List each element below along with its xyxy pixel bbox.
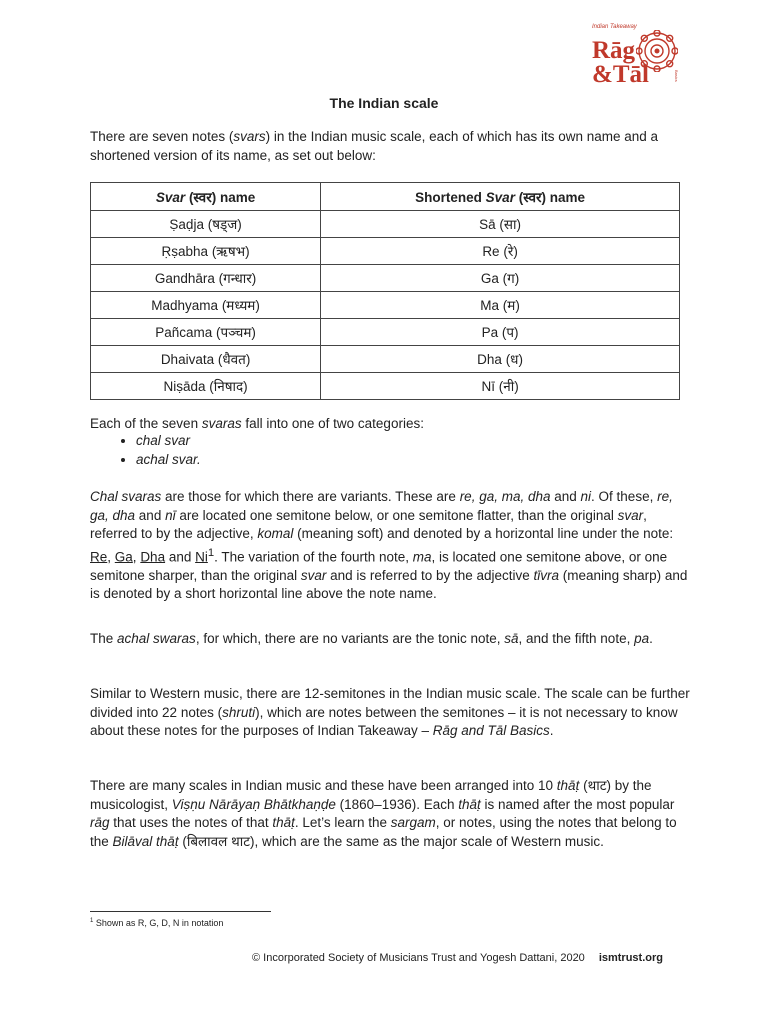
svar-table (90, 182, 680, 400)
page-footer (252, 952, 663, 964)
footnote: $^1$ Shown as R, G, D, N in notation (90, 918, 224, 928)
mandala-icon (636, 30, 678, 72)
footnote-divider (90, 911, 271, 912)
site-link[interactable]: ismtrust.org (598, 952, 663, 964)
table-row (91, 319, 680, 346)
logo-side-text: Basics (674, 70, 679, 82)
table-row (91, 373, 680, 400)
svar-short-cell: Pa (प) (321, 319, 680, 346)
svar-short-cell: Nī (नी) (321, 373, 680, 400)
svar-name-cell: Gandhāra (गन्धार) (91, 265, 321, 292)
logo-line-rag: Rāg (592, 37, 636, 64)
svar-short-cell: Ma (म) (321, 292, 680, 319)
page-title: The Indian scale (329, 95, 439, 111)
intro-paragraph: There are seven notes (svars) in the Indian music scale, each of which has its own name and a shortened version of its name, as set out below: (90, 129, 659, 163)
table-header-row (91, 183, 680, 211)
copyright-text: © Incorporated Society of Musicians Trust and Yogesh Dattani, 2020 (252, 952, 585, 964)
svar-name-cell: Madhyama (मध्यम) (91, 292, 321, 319)
list-item: • chal svar (136, 432, 201, 451)
svar-name-cell: Dhaivata (धैवत) (91, 346, 321, 373)
rag-tal-logo (592, 24, 684, 94)
semitones-paragraph: Similar to Western music, there are 12-semitones in the Indian music scale. The scale can be further divided into 22 notes (shruti), which are notes between the semitones – it is not necessary to know about these notes for the purposes of Indian Takeaway – Rāg and Tāl Basics. (90, 686, 690, 738)
svar-name-cell: Niṣāda (निषाद) (91, 373, 321, 400)
achal-svaras-paragraph: The achal swaras, for which, there are no variants are the tonic note, sā, and the fifth note, pa. (90, 631, 653, 646)
svar-name-cell: Ṣaḍja (षड्ज) (91, 211, 321, 238)
categories-paragraph: Each of the seven svaras fall into one of two categories: (90, 416, 424, 431)
svar-short-cell: Dha (ध) (321, 346, 680, 373)
svar-short-cell: Sā (सा) (321, 211, 680, 238)
table-row (91, 292, 680, 319)
list-item: • achal svar. (136, 451, 201, 470)
header-shortened-name: Shortened Svar (स्वर) name (321, 183, 680, 211)
svar-name-cell: Ṛṣabha (ऋषभ) (91, 238, 321, 265)
chal-svaras-paragraph: Chal svaras are those for which there are variants. These are re, ga, ma, dha and ni. Of these, re, ga, dha and nī are located one semitone below, or one semitone flatter, than the original svar, referred to by the adjective, komal (meaning soft) and denoted by a horizontal line under the note: Re, Ga, Dha and Ni$^1$. The variation of the fourth note, ma, is located one semitone above, or one semitone sharper, than the original svar and is referred to by the adjective tīvra (meaning sharp) and is denoted by a short horizontal line above the note name. (90, 489, 688, 601)
table-row (91, 346, 680, 373)
svar-short-cell: Re (रे) (321, 238, 680, 265)
footnote-ref: 1 (207, 546, 215, 559)
logo-tagline: Indian Takeaway (592, 24, 637, 30)
header-svar-name: Svar (स्वर) name (91, 183, 321, 211)
table-row (91, 211, 680, 238)
svar-name-cell: Pañcama (पञ्चम) (91, 319, 321, 346)
logo-line-tal: &Tāl (592, 61, 649, 88)
svar-short-cell: Ga (ग) (321, 265, 680, 292)
table-row (91, 265, 680, 292)
categories-list (105, 432, 201, 469)
thaat-paragraph: There are many scales in Indian music and these have been arranged into 10 thāṭ (थाट) by the musicologist, Viṣṇu Nārāyaṇ Bhātkhaṇḍe (1860–1936). Each thāṭ is named after the most popular rāg that uses the notes of that thāṭ. Let’s learn the sargam, or notes, using the notes that belong to the Bilāval thāṭ (बिलावल थाट), which are the same as the major scale of Western music. (90, 778, 677, 849)
table-row (91, 238, 680, 265)
